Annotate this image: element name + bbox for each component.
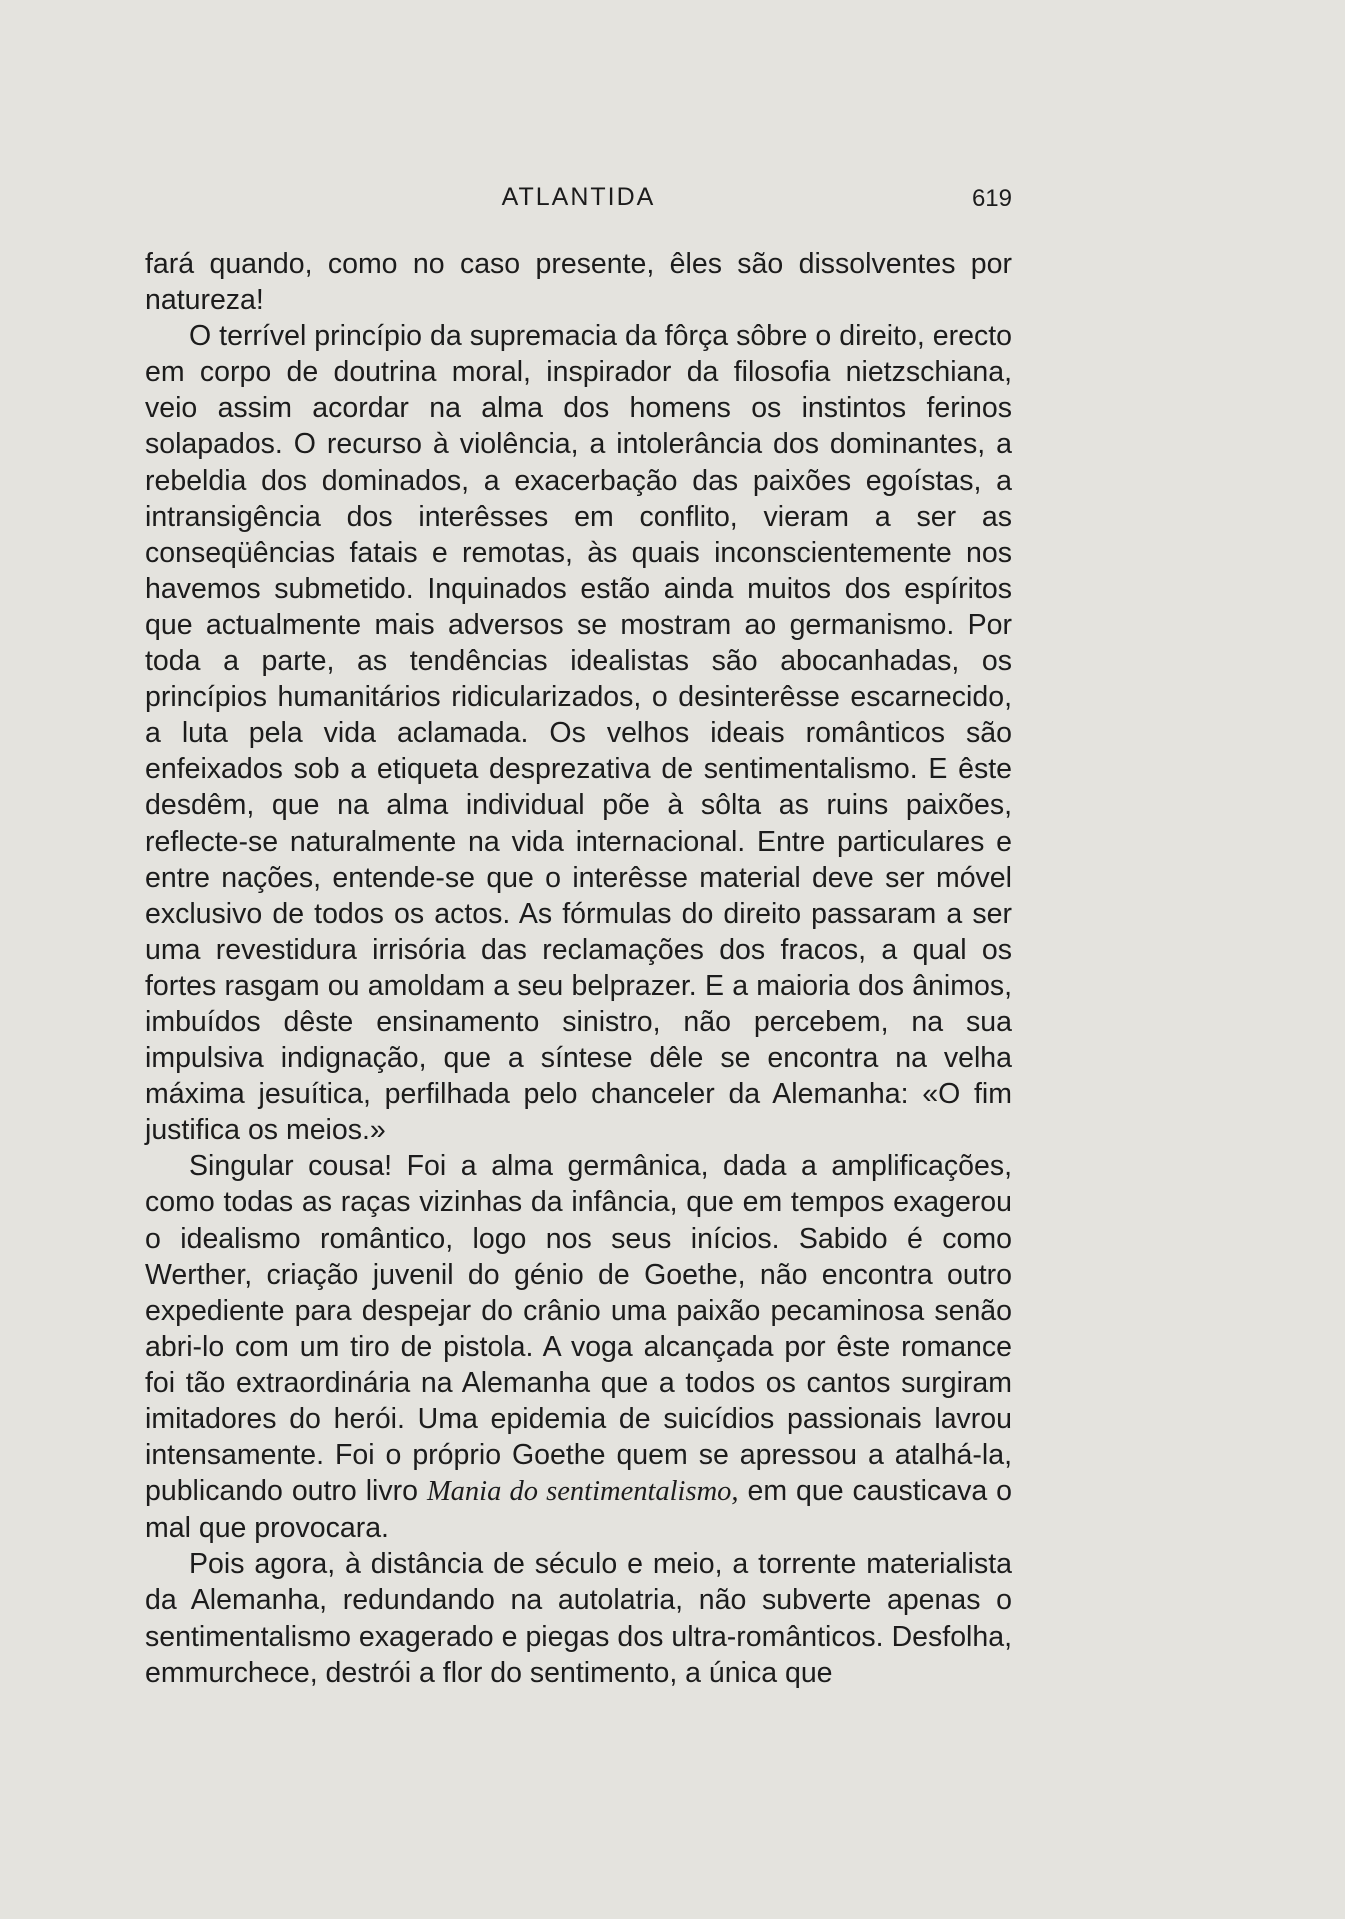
paragraph: Pois agora, à distância de século e meio, a torrente materialista da Alemanha, redundando na autolatria, não subverte apenas o sentimentalismo exagerado e piegas dos ultra-românticos. Desfolha, emmurchece, destrói a flor do sentimento, a única que bbox=[145, 1548, 1012, 1689]
body-text bbox=[145, 246, 1012, 1691]
paragraph: O terrível princípio da supremacia da fôrça sôbre o direito, erecto em corpo de doutrina moral, inspirador da filosofia nietzschiana, veio assim acordar na alma dos homens os instintos ferinos solapados. O recurso à violência, a intolerância dos dominantes, a rebeldia dos dominados, a exacerbação das paixões egoístas, a intransigência dos interêsses em conflito, vieram a ser as conseqüências fatais e remotas, às quais inconscientemente nos havemos submetido. Inquinados estão ainda muitos dos espíritos que actualmente mais adversos se mostram ao germanismo. Por toda a parte, as tendências idealistas são abocanhadas, os princípios humanitários ridicularizados, o desinterêsse escarnecido, a luta pela vida aclamada. Os velhos ideais românticos são enfeixados sob a etiqueta desprezativa de sentimentalismo. E êste desdêm, que na alma individual põe à sôlta as ruins paixões, reflecte-se naturalmente na vida internacional. Entre particulares e entre nações, entende-se que o interêsse material deve ser móvel exclusivo de todos os actos. As fórmulas do direito passaram a ser uma revestidura irrisória das reclamações dos fracos, a qual os fortes rasgam ou amoldam a seu belprazer. E a maioria dos ânimos, imbuídos dêste ensinamento sinistro, não percebem, na sua impulsiva indignação, que a síntese dêle se encontra na velha máxima jesuítica, perfilhada pelo chanceler da Alemanha: «O fim justifica os meios.» bbox=[145, 320, 1012, 1147]
page-number: 619 bbox=[971, 185, 1012, 212]
paragraph-continuation: fará quando, como no caso presente, êles são dissolventes por natureza! bbox=[145, 248, 1012, 317]
running-head: ATLANTIDA bbox=[501, 183, 656, 211]
page-header bbox=[145, 183, 1012, 223]
paragraph bbox=[145, 1148, 1012, 1546]
paragraph-text: em que causticava o mal que provocara. bbox=[145, 1475, 1012, 1545]
paragraph-text: Singular cousa! Foi a alma germânica, dada a amplificações, como todas as raças vizinhas da infância, que em tempos exagerou o idealismo romântico, logo nos seus inícios. Sabido é como Werther, criação juvenil do génio de Goethe, não encontra outro expediente para despejar do crânio uma paixão pecaminosa senão abri-lo com um tiro de pistola. A voga alcançada por êste romance foi tão extraordinária na Alemanha que a todos os cantos surgiram imitadores do herói. Uma epidemia de suicídios passionais lavrou intensamente. Foi o próprio Goethe quem se apressou a atalhá-la, publicando outro livro bbox=[145, 1150, 1012, 1508]
book-title: Mania do sentimentalismo, bbox=[426, 1476, 739, 1508]
